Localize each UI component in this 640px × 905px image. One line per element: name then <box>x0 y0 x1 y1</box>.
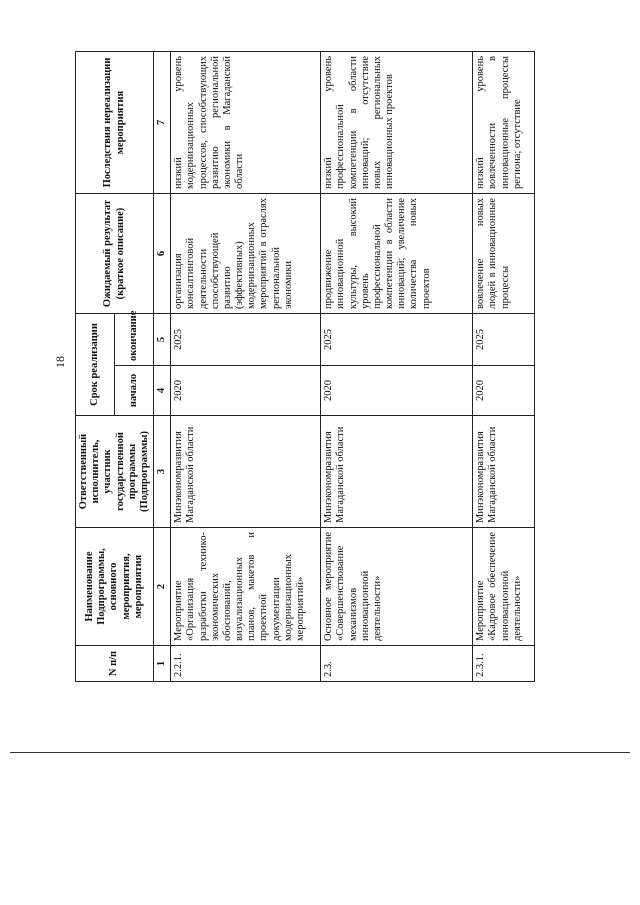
rotated-table-wrapper <box>75 52 555 682</box>
row-num: 2.3.1. <box>473 646 535 682</box>
header-start: начало <box>115 366 154 416</box>
column-number-row <box>154 52 171 682</box>
header-num: N п/п <box>76 646 154 682</box>
header-name: Наименование Подпрограммы, основного мероприятия, мероприятия <box>76 528 154 646</box>
row-consequences: низкий уровень вовлеченности в инновационные процессы региона; отсутствие <box>473 52 535 194</box>
header-end: окончание <box>115 314 154 366</box>
table-row <box>473 52 535 682</box>
column-number: 6 <box>154 194 171 314</box>
header-consequences: Последствия нереализации мероприятия <box>76 52 154 194</box>
row-responsible: Минэкономразвития Магаданской области <box>321 416 473 528</box>
row-end: 2025 <box>171 314 321 366</box>
column-number: 7 <box>154 52 171 194</box>
row-end: 2025 <box>473 314 535 366</box>
column-number: 1 <box>154 646 171 682</box>
row-start: 2020 <box>171 366 321 416</box>
row-consequences: низкий уровень профессиональной компетенции в области инноваций; отсутствие новых региональных инновационных проектов <box>321 52 473 194</box>
table-row <box>321 52 473 682</box>
row-responsible: Минэкономразвития Магаданской области <box>171 416 321 528</box>
row-num: 2.3. <box>321 646 473 682</box>
column-number: 2 <box>154 528 171 646</box>
row-consequences: низкий уровень модернизационных процессов, способствующих развитию региональной экономики в Магаданской области <box>171 52 321 194</box>
table-header-row <box>76 52 115 682</box>
column-number: 3 <box>154 416 171 528</box>
column-number: 5 <box>154 314 171 366</box>
header-result: Ожидаемый результат (краткое описание) <box>76 194 154 314</box>
row-responsible: Минэкономразвития Магаданской области <box>473 416 535 528</box>
row-end: 2025 <box>321 314 473 366</box>
page-number: 18 <box>53 356 67 368</box>
header-responsible: Ответственный исполнитель, участник государственной программы (Подпрограммы) <box>76 416 154 528</box>
measures-table <box>75 51 535 682</box>
row-name: Мероприятие «Организация разработки технико-экономических обоснований, визуализационных планов, макетов и проектной документации модернизационных мероприятий» <box>171 528 321 646</box>
table-row <box>171 52 321 682</box>
row-name: Основное мероприятие «Совершенствование механизмов инновационной деятельности» <box>321 528 473 646</box>
row-num: 2.2.1. <box>171 646 321 682</box>
row-result: продвижение инновационной культуры, высокий уровень профессиональной компетенции в области инноваций; увеличение количества новых проектов <box>321 194 473 314</box>
header-period: Срок реализации <box>76 314 115 416</box>
row-result: вовлечение новых людей в инновационные процессы <box>473 194 535 314</box>
column-number: 4 <box>154 366 171 416</box>
bottom-divider <box>10 752 630 753</box>
row-name: Мероприятие «Кадровое обеспечение инновационной деятельности» <box>473 528 535 646</box>
row-start: 2020 <box>321 366 473 416</box>
row-start: 2020 <box>473 366 535 416</box>
row-result: организация консалтинговой деятельности способствующей развитию (эффективных) модернизационных мероприятий в отраслях региональной экономики <box>171 194 321 314</box>
